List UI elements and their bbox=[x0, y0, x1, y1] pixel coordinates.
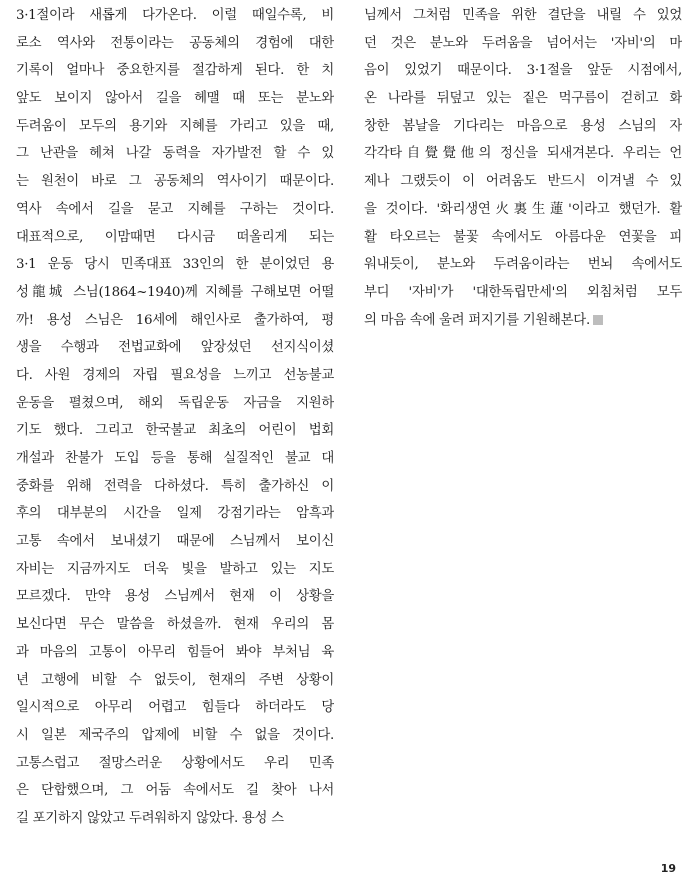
text-line-content: 일시적으로 아무리 어렵고 힘들다 하더라도 당 bbox=[16, 700, 334, 716]
text-line bbox=[364, 30, 682, 58]
text-line-content: 모르겠다. 만약 용성 스님께서 현재 이 상황을 bbox=[16, 589, 334, 605]
text-line bbox=[16, 500, 334, 528]
text-line bbox=[16, 113, 334, 141]
text-line bbox=[364, 140, 682, 168]
text-line bbox=[16, 556, 334, 584]
text-line-content: 대표적으로, 이맘때면 다시금 떠올리게 되는 bbox=[16, 229, 334, 245]
text-line-content: 기록이 얼마나 중요한지를 절감하게 된다. 한 치 bbox=[16, 63, 334, 79]
text-line-content: 보신다면 무슨 말씀을 하셨을까. 현재 우리의 몸 bbox=[16, 617, 334, 633]
text-line bbox=[16, 168, 334, 196]
text-line bbox=[16, 445, 334, 473]
text-line-content: 중화를 위해 전력을 다하셨다. 특히 출가하신 이 bbox=[16, 478, 334, 494]
text-line bbox=[16, 196, 334, 224]
end-of-article-mark bbox=[593, 315, 603, 325]
text-line bbox=[364, 113, 682, 141]
text-line bbox=[16, 307, 334, 335]
text-line bbox=[16, 528, 334, 556]
text-line bbox=[364, 85, 682, 113]
text-line-content: 은 단합했으며, 그 어둠 속에서도 길 찾아 나서 bbox=[16, 783, 334, 799]
text-line bbox=[16, 140, 334, 168]
text-line-content: 던 것은 분노와 두려움을 넘어서는 '자비'의 마 bbox=[364, 35, 682, 51]
text-line bbox=[16, 251, 334, 279]
text-line-content: 기도 했다. 그리고 한국불교 최초의 어린이 법회 bbox=[16, 423, 334, 439]
text-line-content: 개설과 찬불가 도입 등을 통해 실질적인 불교 대 bbox=[16, 451, 334, 466]
text-line bbox=[16, 334, 334, 362]
text-line-content: 생을 수행과 전법교화에 앞장섰던 선지식이셨 bbox=[16, 340, 334, 356]
text-line bbox=[364, 307, 682, 335]
text-line bbox=[16, 417, 334, 445]
text-line-content: 자비는 지금까지도 더욱 빛을 발하고 있는 지도 bbox=[16, 561, 334, 577]
text-line bbox=[16, 2, 334, 30]
text-line bbox=[16, 85, 334, 113]
text-line bbox=[16, 224, 334, 252]
text-line-content: 온 나라를 뒤덮고 있는 짙은 먹구름이 걷히고 화 bbox=[364, 91, 682, 107]
text-line bbox=[16, 279, 334, 307]
text-line-content: 3·1절이라 새롭게 다가온다. 이럴 때일수록, 비 bbox=[16, 8, 334, 23]
text-line-content: 앞도 보이지 않아서 길을 헤맬 때 또는 분노와 bbox=[16, 91, 334, 107]
text-line bbox=[16, 611, 334, 639]
text-line bbox=[364, 2, 682, 30]
text-line bbox=[16, 57, 334, 85]
text-line-content: 시 일본 제국주의 압제에 비할 수 없을 것이다. bbox=[16, 727, 334, 743]
text-line-content: 그 난관을 헤쳐 나갈 동력을 자가발전 할 수 있 bbox=[16, 146, 334, 162]
text-line-content: 로소 역사와 전통이라는 공동체의 경험에 대한 bbox=[16, 35, 334, 51]
text-line-content: 3·1 운동 당시 민족대표 33인의 한 분이었던 용 bbox=[16, 257, 334, 273]
page-number: 19 bbox=[660, 862, 676, 875]
text-line-content: 제나 그랬듯이 이 어려움도 반드시 이겨낼 수 있 bbox=[364, 174, 682, 190]
left-text-column bbox=[16, 2, 334, 833]
text-line bbox=[364, 279, 682, 307]
text-line-content: 운동을 펼쳤으며, 해외 독립운동 자금을 지원하 bbox=[16, 395, 334, 411]
text-line-content: 창한 봄날을 기다리는 마음으로 용성 스님의 자 bbox=[364, 118, 682, 134]
right-text-column bbox=[364, 2, 682, 334]
text-line bbox=[364, 251, 682, 279]
text-line-content: 음이 있었기 때문이다. 3·1절을 앞둔 시점에서, bbox=[364, 63, 682, 79]
text-line-content: 후의 대부분의 시간을 일제 강점기라는 암흑과 bbox=[16, 506, 334, 522]
text-line-content: 까! 용성 스님은 16세에 해인사로 출가하여, 평 bbox=[16, 312, 334, 328]
text-line-content: 역사 속에서 길을 묻고 지혜를 구하는 것이다. bbox=[16, 201, 334, 217]
text-line bbox=[364, 168, 682, 196]
text-line-content: 을 것이다. '화리생연火裏生蓮'이라고 했던가. 활 bbox=[364, 201, 682, 217]
text-line-content: 는 원천이 바로 그 공동체의 역사이기 때문이다. bbox=[16, 174, 334, 190]
text-line bbox=[16, 583, 334, 611]
text-line bbox=[16, 805, 334, 833]
text-line-content: 부디 '자비'가 '대한독립만세'의 외침처럼 모두 bbox=[364, 284, 682, 300]
text-line bbox=[364, 57, 682, 85]
text-line bbox=[364, 224, 682, 252]
text-line bbox=[16, 750, 334, 778]
text-line bbox=[16, 390, 334, 418]
text-line bbox=[16, 639, 334, 667]
text-line-content: 활 타오르는 불꽃 속에서도 아름다운 연꽃을 피 bbox=[364, 229, 682, 245]
text-line-content: 고통스럽고 절망스러운 상황에서도 우리 민족 bbox=[16, 755, 334, 771]
text-line bbox=[16, 694, 334, 722]
text-line-content: 성龍城 스님(1864~1940)께 지혜를 구해보면 어떨 bbox=[16, 284, 334, 300]
text-line-content: 각각타自覺覺他의 정신을 되새겨본다. 우리는 언 bbox=[364, 146, 682, 162]
text-line-content: 워내듯이, 분노와 두려움이라는 번뇌 속에서도 bbox=[364, 257, 682, 273]
text-line-content: 두려움이 모두의 용기와 지혜를 가리고 있을 때, bbox=[16, 118, 334, 134]
text-line bbox=[16, 473, 334, 501]
text-line-content: 다. 사원 경제의 자립 필요성을 느끼고 선농불교 bbox=[16, 367, 334, 383]
text-line bbox=[16, 722, 334, 750]
text-line bbox=[16, 667, 334, 695]
text-line-content: 님께서 그처럼 민족을 위한 결단을 내릴 수 있었 bbox=[364, 8, 682, 23]
text-line-content: 길 포기하지 않았고 두려워하지 않았다. 용성 스 bbox=[16, 810, 284, 826]
text-line-content: 의 마음 속에 울려 퍼지기를 기원해본다. bbox=[364, 312, 590, 328]
text-line bbox=[16, 777, 334, 805]
text-line-content: 과 마음의 고통이 아무리 힘들어 봐야 부처님 육 bbox=[16, 644, 334, 660]
text-line-content: 년 고행에 비할 수 없듯이, 현재의 주변 상황이 bbox=[16, 672, 334, 688]
text-line bbox=[16, 30, 334, 58]
text-line-content: 고통 속에서 보내셨기 때문에 스님께서 보이신 bbox=[16, 534, 334, 550]
text-line bbox=[16, 362, 334, 390]
text-line bbox=[364, 196, 682, 224]
